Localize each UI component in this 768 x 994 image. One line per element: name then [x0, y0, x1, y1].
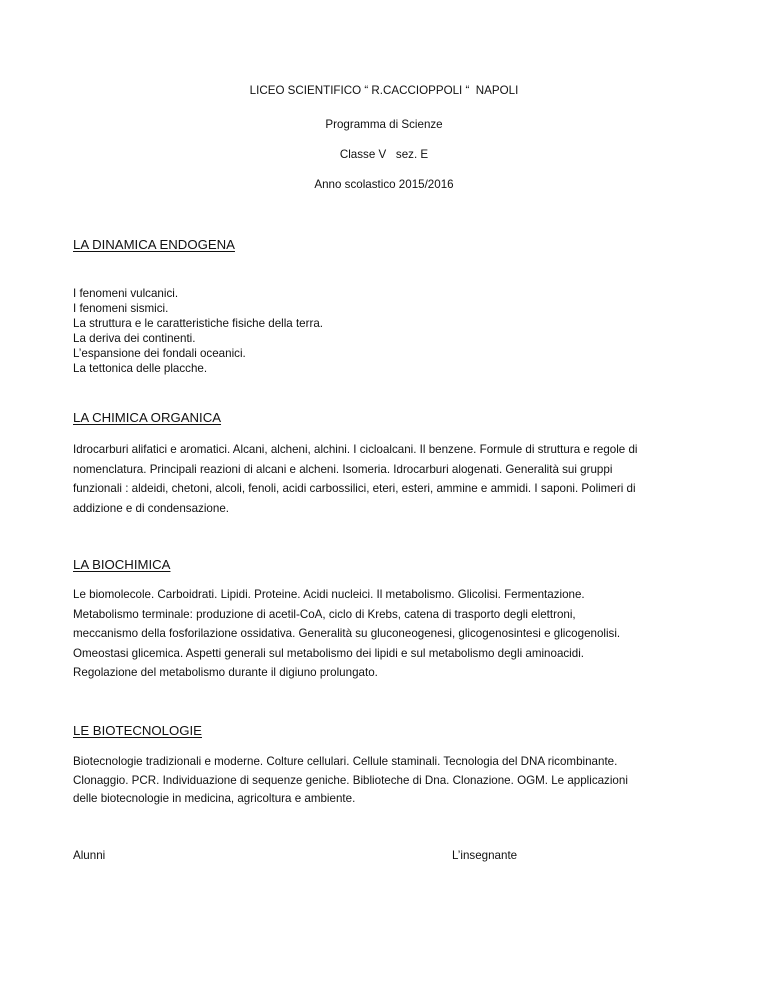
section-text-biotecnologie: Biotecnologie tradizionali e moderne. Colture cellulari. Cellule staminali. Tecnologia del DNA ricombinante. Clonaggio. PCR. Individuazione di sequenze geniche. Biblioteche di Dna. Clonazione. OGM. Le applicazioni delle biotecnologie in medicina, agricoltura e ambiente. [73, 755, 628, 805]
program-title: Programma di Scienze [325, 118, 443, 131]
list-item: La deriva dei continenti. [73, 332, 196, 345]
list-item: I fenomeni sismici. [73, 302, 169, 315]
list-item: L’espansione dei fondali oceanici. [73, 347, 246, 360]
class-section: Classe V sez. E [339, 148, 429, 161]
section-title-dinamica-endogena: LA DINAMICA ENDOGENA [73, 237, 235, 252]
section-title-biotecnologie: LE BIOTECNOLOGIE [73, 723, 202, 738]
section-list-dinamica-endogena [73, 286, 323, 376]
signature-students-label: Alunni [73, 849, 106, 862]
section-title-chimica-organica: LA CHIMICA ORGANICA [73, 410, 222, 425]
list-item: La struttura e le caratteristiche fisiche della terra. [73, 317, 324, 330]
section-text-chimica-organica: Idrocarburi alifatici e aromatici. Alcani, alcheni, alchini. I cicloalcani. Il benzene. Formule di struttura e regole di nomenclatura. Principali reazioni di alcani e alcheni. Isomeria. Idrocarburi alogenati. Generalità sui gruppi funzionali : aldeidi, chetoni, alcoli, fenoli, acidi carbossilici, eteri, esteri, ammine e ammidi. I saponi. Polimeri di addizione e di condensazione. [73, 443, 638, 515]
list-item: La tettonica delle placche. [73, 362, 208, 375]
signature-teacher-label: L’insegnante [452, 849, 518, 862]
section-title-biochimica: LA BIOCHIMICA [73, 557, 171, 572]
section-text-biochimica: Le biomolecole. Carboidrati. Lipidi. Proteine. Acidi nucleici. Il metabolismo. Glicolisi. Fermentazione. Metabolismo terminale: produzione di acetil-CoA, ciclo di Krebs, catena di trasporto degli elettroni, meccanismo della fosforilazione ossidativa. Generalità su gluconeogenesi, glicogenosintesi e glicogenolisi. Omeostasi glicemica. Aspetti generali sul metabolismo dei lipidi e sul metabolismo degli aminoacidi. Regolazione del metabolismo durante il digiuno prolungato. [73, 588, 621, 679]
school-name: LICEO SCIENTIFICO “ R.CACCIOPPOLI “ NAPOLI [249, 84, 519, 97]
list-item: I fenomeni vulcanici. [73, 287, 179, 300]
school-year: Anno scolastico 2015/2016 [314, 178, 454, 191]
